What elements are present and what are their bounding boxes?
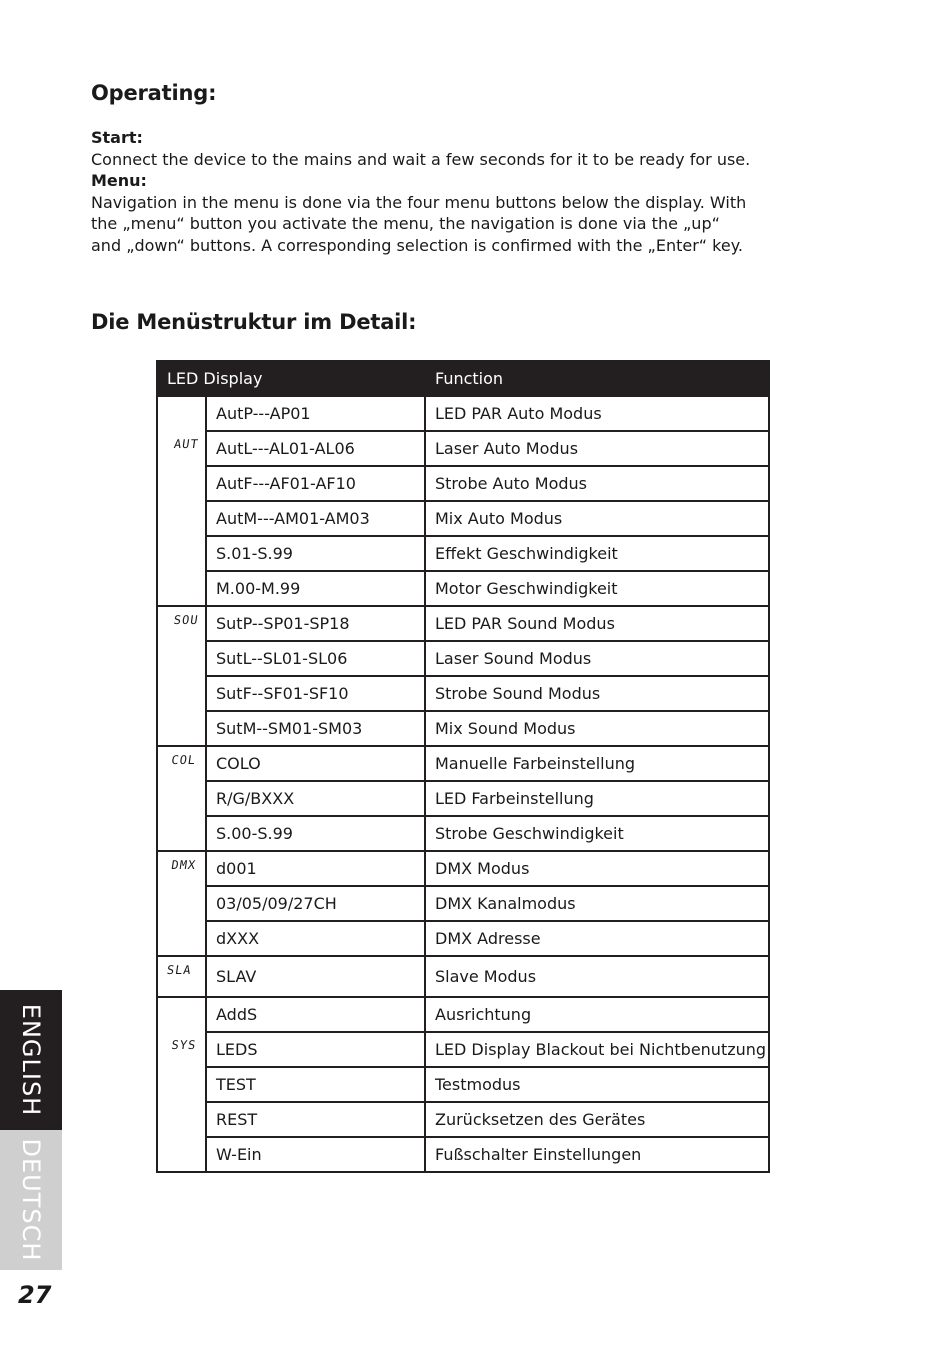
function-cell: Strobe Geschwindigkeit	[425, 816, 769, 851]
menu-text: Navigation in the menu is done via the four menu buttons below the display. With the „menu“ button you activate the menu, the navigation is done via the „up“ and „down“ buttons. A corresponding selection is confirmed with the „Enter“ key.	[91, 192, 747, 255]
display-value-cell: SutL--SL01-SL06	[206, 641, 425, 676]
display-value-cell: dXXX	[206, 921, 425, 956]
display-value-cell: 03/05/09/27CH	[206, 886, 425, 921]
display-value-cell: REST	[206, 1102, 425, 1137]
function-cell: Fußschalter Einstellungen	[425, 1137, 769, 1172]
display-value-cell: M.00-M.99	[206, 571, 425, 606]
display-value-cell: S.01-S.99	[206, 536, 425, 571]
function-cell: LED Display Blackout bei Nichtbenutzung	[425, 1032, 769, 1067]
language-tab-english-label: ENGLISH	[17, 1003, 45, 1117]
start-text: Connect the device to the mains and wait a few seconds for it to be ready for use.	[91, 149, 751, 169]
table-row	[157, 501, 769, 536]
function-cell: Mix Sound Modus	[425, 711, 769, 746]
display-value-cell: d001	[206, 851, 425, 886]
table-row	[157, 396, 769, 431]
display-value-cell: AutM---AM01-AM03	[206, 501, 425, 536]
display-value-cell: AutF---AF01-AF10	[206, 466, 425, 501]
table-row	[157, 1032, 769, 1067]
display-value-cell: AutL---AL01-AL06	[206, 431, 425, 466]
function-cell: LED Farbeinstellung	[425, 781, 769, 816]
function-cell: Testmodus	[425, 1067, 769, 1102]
start-label: Start:	[91, 128, 143, 147]
table-row	[157, 571, 769, 606]
function-cell: DMX Adresse	[425, 921, 769, 956]
function-cell: Laser Auto Modus	[425, 431, 769, 466]
heading-menu-structure: Die Menüstruktur im Detail:	[91, 310, 417, 334]
display-value-cell: SutP--SP01-SP18	[206, 606, 425, 641]
language-tab-deutsch-label: DEUTSCH	[17, 1138, 45, 1262]
menu-group-code: SYS	[145, 997, 219, 1172]
function-cell: LED PAR Auto Modus	[425, 396, 769, 431]
display-value-cell: COLO	[206, 746, 425, 781]
function-cell: Mix Auto Modus	[425, 501, 769, 536]
table-row	[157, 746, 769, 781]
display-value-cell: SutF--SF01-SF10	[206, 676, 425, 711]
table-row	[157, 606, 769, 641]
table-row	[157, 921, 769, 956]
header-function: Function	[425, 361, 769, 396]
function-cell: DMX Modus	[425, 851, 769, 886]
menu-group-code: AUT	[142, 396, 221, 606]
function-cell: Effekt Geschwindigkeit	[425, 536, 769, 571]
menu-group-code: SOU	[147, 606, 216, 746]
table-row	[157, 431, 769, 466]
table-row	[157, 1102, 769, 1137]
function-cell: Ausrichtung	[425, 997, 769, 1032]
display-value-cell: SutM--SM01-SM03	[206, 711, 425, 746]
table-row	[157, 886, 769, 921]
menu-group-code: DMX	[150, 851, 214, 956]
function-cell: LED PAR Sound Modus	[425, 606, 769, 641]
function-cell: DMX Kanalmodus	[425, 886, 769, 921]
display-value-cell: AutP---AP01	[206, 396, 425, 431]
table-row	[157, 1137, 769, 1172]
display-value-cell: TEST	[206, 1067, 425, 1102]
menu-structure-table	[156, 360, 770, 1173]
function-cell: Slave Modus	[425, 956, 769, 997]
heading-operating: Operating:	[91, 81, 217, 105]
menu-group-code: COL	[150, 746, 214, 851]
menu-group-code: SLA	[154, 956, 209, 997]
table-row	[157, 956, 769, 997]
table-row	[157, 816, 769, 851]
table-row	[157, 676, 769, 711]
function-cell: Strobe Sound Modus	[425, 676, 769, 711]
display-value-cell: AddS	[206, 997, 425, 1032]
table-row	[157, 781, 769, 816]
table-row	[157, 1067, 769, 1102]
table-body	[157, 396, 769, 1172]
menu-label: Menu:	[91, 171, 147, 191]
display-value-cell: LEDS	[206, 1032, 425, 1067]
table-header-row	[157, 361, 769, 396]
table-row	[157, 466, 769, 501]
display-value-cell: SLAV	[206, 956, 425, 997]
table-row	[157, 641, 769, 676]
display-value-cell: W-Ein	[206, 1137, 425, 1172]
language-tab-deutsch	[0, 1130, 62, 1270]
table-row	[157, 536, 769, 571]
function-cell: Manuelle Farbeinstellung	[425, 746, 769, 781]
header-led-display: LED Display	[157, 361, 425, 396]
page-number: 27	[18, 1281, 52, 1309]
operating-text	[91, 127, 751, 257]
language-tab-english	[0, 990, 62, 1130]
function-cell: Laser Sound Modus	[425, 641, 769, 676]
function-cell: Strobe Auto Modus	[425, 466, 769, 501]
table-row	[157, 997, 769, 1032]
table-row	[157, 851, 769, 886]
function-cell: Zurücksetzen des Gerätes	[425, 1102, 769, 1137]
display-value-cell: S.00-S.99	[206, 816, 425, 851]
table-row	[157, 711, 769, 746]
display-value-cell: R/G/BXXX	[206, 781, 425, 816]
function-cell: Motor Geschwindigkeit	[425, 571, 769, 606]
